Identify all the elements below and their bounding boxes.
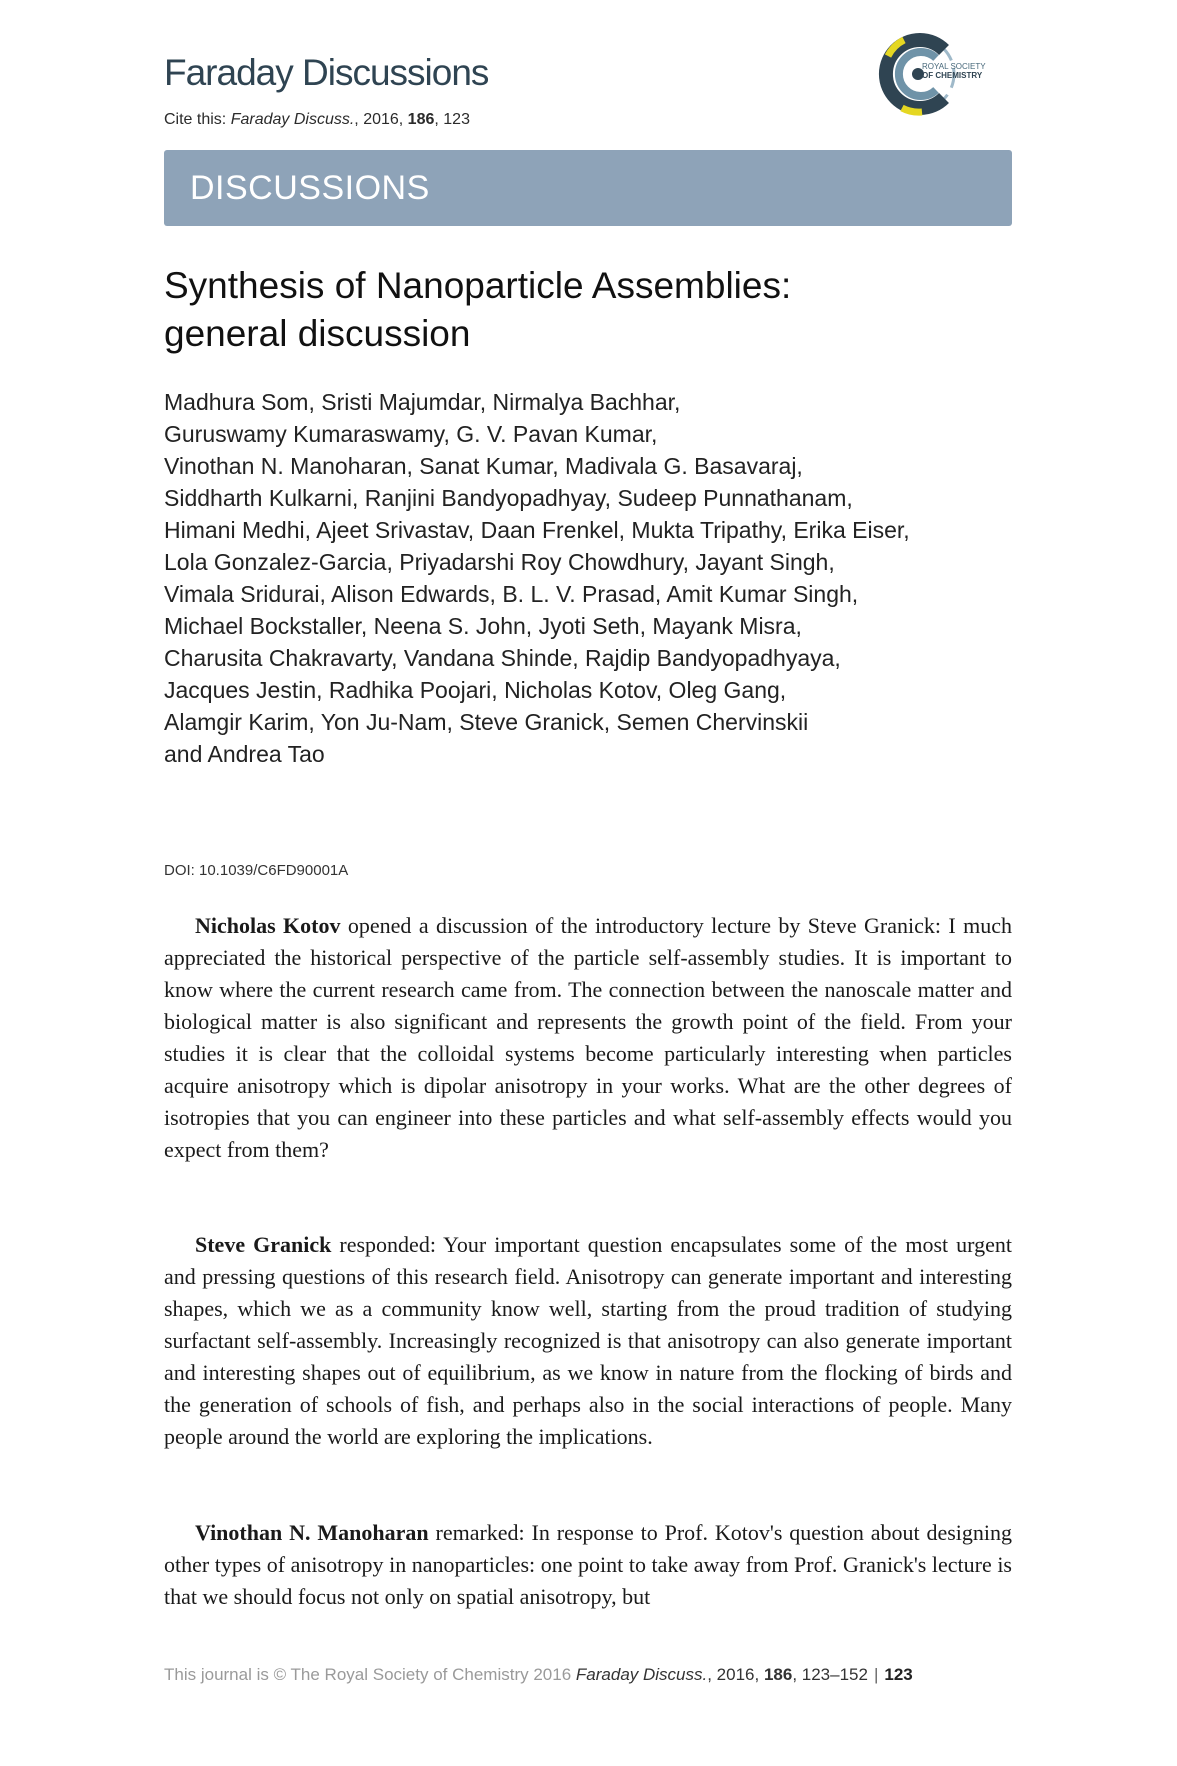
author-line: Michael Bockstaller, Neena S. John, Jyoti Seth, Mayank Misra, — [164, 613, 802, 639]
author-line: Alamgir Karim, Yon Ju-Nam, Steve Granick, Semen Chervinskii — [164, 709, 809, 735]
speaker-name: Vinothan N. Manoharan — [195, 1520, 429, 1545]
rsc-logo-text — [922, 62, 986, 80]
citation-line — [164, 111, 470, 129]
article-title — [164, 262, 1024, 358]
speaker-name: Steve Granick — [195, 1232, 332, 1257]
section-label: DISCUSSIONS — [190, 169, 430, 207]
footer-copyright: This journal is © The Royal Society of Chemistry 2016 — [164, 1665, 572, 1684]
discussion-paragraph — [164, 1517, 1012, 1613]
doi-link[interactable]: DOI: 10.1039/C6FD90001A — [164, 862, 349, 879]
author-line: and Andrea Tao — [164, 741, 325, 767]
footer-pages: , 123–152 — [792, 1665, 868, 1684]
cite-journal: Faraday Discuss. — [230, 111, 355, 128]
cite-label: Cite this: — [164, 111, 227, 128]
author-line: Siddharth Kulkarni, Ranjini Bandyopadhyay, Sudeep Punnathanam, — [164, 485, 853, 511]
page-number: 123 — [884, 1665, 913, 1684]
discussion-text: remarked: In response to Prof. Kotov's question about designing other types of anisotropy in nanoparticles: one point to take away from Prof. Granick's lecture is that we should focus not only on spatial anisotropy, but — [164, 1520, 1013, 1609]
author-line: Vimala Sridurai, Alison Edwards, B. L. V. Prasad, Amit Kumar Singh, — [164, 581, 859, 607]
author-line: Guruswamy Kumaraswamy, G. V. Pavan Kumar, — [164, 421, 658, 447]
logo-line-2: OF CHEMISTRY — [922, 71, 983, 80]
author-line: Madhura Som, Sristi Majumdar, Nirmalya Bachhar, — [164, 389, 681, 415]
author-list — [164, 386, 1024, 770]
discussion-paragraph — [164, 910, 1012, 1166]
discussion-paragraph — [164, 1229, 1012, 1453]
discussion-text: responded: Your important question encapsulates some of the most urgent and pressing questions of this research field. Anisotropy can generate important and interesting shapes, which we as a community know well, starting from the proud tradition of studying surfactant self-assembly. Increasingly recognized is that anisotropy can also generate important and interesting shapes out of equilibrium, as we know in nature from the flocking of birds and the generation of schools of fish, and perhaps also in the social interactions of people. Many people around the world are exploring the implications. — [164, 1232, 1012, 1449]
logo-line-1: ROYAL SOCIETY — [922, 62, 986, 71]
footer-year: , 2016, — [707, 1665, 764, 1684]
author-line: Charusita Chakravarty, Vandana Shinde, Rajdip Bandyopadhyaya, — [164, 645, 841, 671]
author-line: Himani Medhi, Ajeet Srivastav, Daan Frenkel, Mukta Tripathy, Erika Eiser, — [164, 517, 910, 543]
section-banner — [164, 150, 1012, 226]
footer-separator: | — [873, 1665, 879, 1684]
footer-journal: Faraday Discuss. — [575, 1665, 708, 1684]
title-line: general discussion — [164, 313, 471, 354]
title-line: Synthesis of Nanoparticle Assemblies: — [164, 265, 792, 306]
speaker-name: Nicholas Kotov — [195, 913, 341, 938]
page-footer — [164, 1665, 1012, 1685]
cite-page: , 123 — [434, 111, 470, 128]
discussion-text: opened a discussion of the introductory lecture by Steve Granick: I much appreciated the historical perspective of the particle self-assembly studies. It is important to know where the current research came from. The connection between the nanoscale matter and biological matter is also significant and represents the growth point of the field. From your studies it is clear that the colloidal systems become particularly interesting when particles acquire anisotropy which is dipolar anisotropy in your works. What are the other degrees of isotropies that you can engineer into these particles and what self-assembly effects would you expect from them? — [164, 913, 1012, 1162]
author-line: Jacques Jestin, Radhika Poojari, Nicholas Kotov, Oleg Gang, — [164, 677, 787, 703]
cite-year: , 2016, — [354, 111, 408, 128]
cite-volume: 186 — [407, 111, 435, 128]
footer-citation — [576, 1665, 868, 1684]
footer-volume: 186 — [763, 1665, 793, 1684]
author-line: Lola Gonzalez-Garcia, Priyadarshi Roy Chowdhury, Jayant Singh, — [164, 549, 835, 575]
journal-title: Faraday Discussions — [164, 52, 489, 93]
author-line: Vinothan N. Manoharan, Sanat Kumar, Madivala G. Basavaraj, — [164, 453, 803, 479]
